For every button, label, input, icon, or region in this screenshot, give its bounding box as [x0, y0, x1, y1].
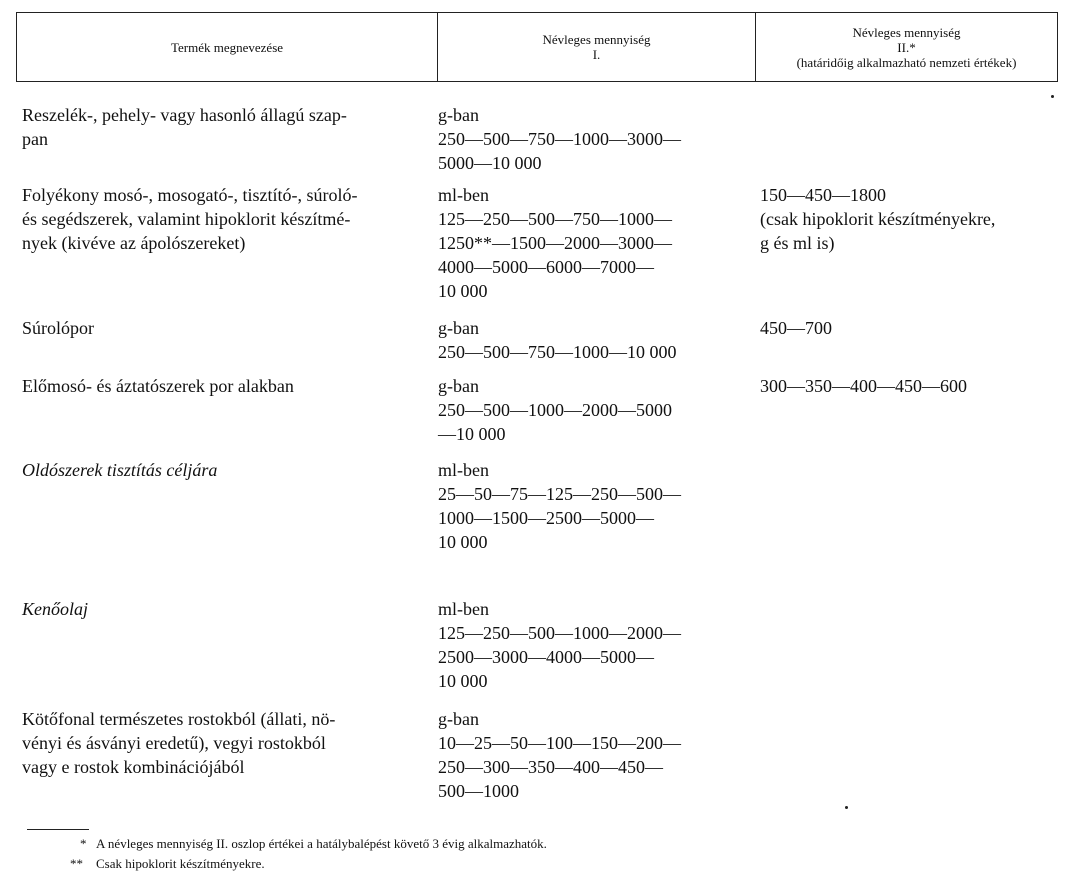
product-name	[22, 316, 414, 340]
footnote-mark: **	[70, 856, 83, 871]
unit-label: ml-ben	[438, 599, 489, 619]
scan-speck	[845, 806, 848, 809]
nominal-quantity-1	[438, 316, 738, 364]
nominal-quantity-2	[760, 183, 1060, 255]
quantity-values-line: 250—300—350—400—450—	[438, 757, 663, 777]
quantity-values-line: 125—250—500—750—1000—	[438, 209, 672, 229]
footnote	[60, 836, 547, 852]
product-name-line: vagy e rostok kombinációjából	[22, 757, 245, 777]
quantity-values-line: 1250**—1500—2000—3000—	[438, 233, 672, 253]
quantity-values-line: 10 000	[438, 281, 488, 301]
product-name-line: Súrolópor	[22, 318, 94, 338]
header-nominal-quantity-2-label: Névleges mennyiség	[852, 24, 961, 40]
product-name-line: Kötőfonal természetes rostokból (állati, nö-	[22, 709, 336, 729]
nominal-quantity-1	[438, 707, 738, 803]
quantity-values-line: 5000—10 000	[438, 153, 542, 173]
product-name	[22, 707, 414, 779]
quantity-values-line: 4000—5000—6000—7000—	[438, 257, 654, 277]
product-name	[22, 458, 414, 482]
unit-label: g-ban	[438, 105, 479, 125]
quantity-values-line: 10 000	[438, 532, 488, 552]
footnote-text: Csak hipoklorit készítményekre.	[96, 856, 265, 871]
product-name-line: és segédszerek, valamint hipoklorit készítmé-	[22, 209, 351, 229]
header-nominal-quantity-1-number: I.	[592, 47, 601, 62]
product-name-line: Kenőolaj	[22, 599, 88, 619]
header-nominal-quantity-2-number: II.*	[897, 39, 916, 55]
national-values-line: 150—450—1800	[760, 185, 886, 205]
quantity-values-line: 250—500—1000—2000—5000	[438, 400, 672, 420]
quantity-values-line: 1000—1500—2500—5000—	[438, 508, 654, 528]
national-values-line: (csak hipoklorit készítményekre,	[760, 209, 996, 229]
header-product-name	[17, 13, 438, 81]
quantity-values-line: 125—250—500—1000—2000—	[438, 623, 681, 643]
unit-label: g-ban	[438, 709, 479, 729]
quantity-values-line: 500—1000	[438, 781, 519, 801]
product-name-line: Oldószerek tisztítás céljára	[22, 460, 218, 480]
national-values-line: g és ml is)	[760, 233, 835, 253]
product-name	[22, 103, 414, 151]
nominal-quantity-2	[760, 316, 1060, 340]
quantity-values-line: 10 000	[438, 671, 488, 691]
national-values-line: 300—350—400—450—600	[760, 376, 967, 396]
nominal-quantity-1	[438, 374, 738, 446]
footnote-mark: *	[80, 836, 87, 851]
quantity-values-line: 250—500—750—1000—3000—	[438, 129, 681, 149]
product-name	[22, 183, 414, 255]
quantity-values-line: —10 000	[438, 424, 506, 444]
nominal-quantity-2	[760, 374, 1060, 398]
scan-speck	[1051, 95, 1054, 98]
unit-label: ml-ben	[438, 185, 489, 205]
footnote-text: A névleges mennyiség II. oszlop értékei a hatálybalépést követő 3 évig alkalmazhatók.	[96, 836, 547, 851]
nominal-quantity-1	[438, 103, 738, 175]
unit-label: g-ban	[438, 376, 479, 396]
product-name-line: vényi és ásványi eredetű), vegyi rostokból	[22, 733, 326, 753]
product-name-line: nyek (kivéve az ápolószereket)	[22, 233, 246, 253]
unit-label: g-ban	[438, 318, 479, 338]
unit-label: ml-ben	[438, 460, 489, 480]
quantity-values-line: 25—50—75—125—250—500—	[438, 484, 681, 504]
product-name-line: Folyékony mosó-, mosogató-, tisztító-, súroló-	[22, 185, 358, 205]
footnote	[60, 856, 265, 872]
quantity-values-line: 2500—3000—4000—5000—	[438, 647, 654, 667]
quantity-values-line: 10—25—50—100—150—200—	[438, 733, 681, 753]
header-nominal-quantity-1	[438, 13, 756, 81]
quantity-values-line: 250—500—750—1000—10 000	[438, 342, 677, 362]
product-name	[22, 374, 414, 398]
nominal-quantity-1	[438, 183, 738, 303]
header-nominal-quantity-1-label: Névleges mennyiség	[542, 32, 651, 47]
footnote-separator	[27, 829, 89, 830]
header-nominal-quantity-2-note: (határidőig alkalmazható nemzeti értékek)	[796, 54, 1017, 70]
product-name-line: Előmosó- és áztatószerek por alakban	[22, 376, 294, 396]
nominal-quantity-1	[438, 597, 738, 693]
product-name-line: pan	[22, 129, 48, 149]
product-name-line: Reszelék-, pehely- vagy hasonló állagú szap-	[22, 105, 347, 125]
product-name	[22, 597, 414, 621]
header-nominal-quantity-2	[756, 13, 1057, 81]
national-values-line: 450—700	[760, 318, 832, 338]
header-product-name-label: Termék megnevezése	[170, 39, 284, 55]
nominal-quantity-1	[438, 458, 738, 554]
table-header	[16, 12, 1058, 82]
